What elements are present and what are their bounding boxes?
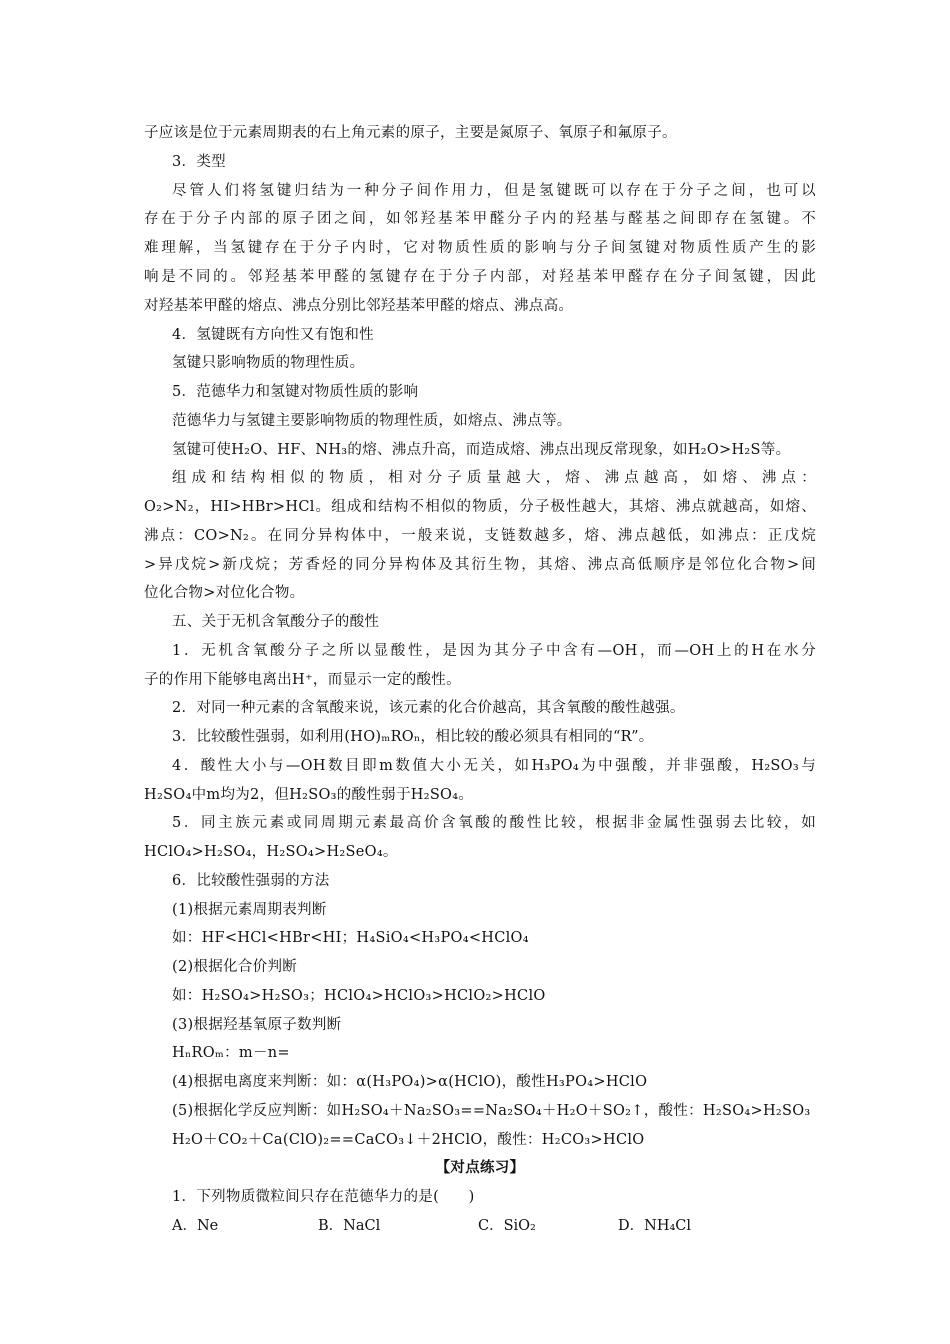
text-line: 存在于分子内部的原子团之间，如邻羟基苯甲醛分子内的羟基与醛基之间即存在氢键。不	[144, 211, 816, 227]
text-line: 如：HF<HCl<HBr<HI；H₄SiO₄<H₃PO₄<HClO₄	[172, 930, 529, 946]
text-line: 3．类型	[172, 154, 226, 170]
text-line: (5)根据化学反应判断：如H₂SO₄＋Na₂SO₃==Na₂SO₄＋H₂O＋SO₂↑，酸性：H₂SO₄>H₂SO₃	[172, 1103, 811, 1119]
question-stem: 1．下列物质微粒间只存在范德华力的是( )	[172, 1189, 475, 1205]
text-line: 如：H₂SO₄>H₂SO₃；HClO₄>HClO₃>HClO₂>HClO	[172, 988, 546, 1004]
text-line: 2．对同一种元素的含氧酸来说，该元素的化合价越高，其含氧酸的酸性越强。	[172, 700, 685, 716]
text-line: 5．范德华力和氢键对物质性质的影响	[172, 384, 419, 400]
text-line: 4．氢键既有方向性又有饱和性	[172, 327, 374, 343]
text-line: (1)根据元素周期表判断	[172, 902, 327, 918]
text-line: H₂O＋CO₂＋Ca(ClO)₂==CaCO₃↓＋2HClO，酸性：H₂CO₃>HClO	[172, 1132, 645, 1148]
exercise-heading: 【对点练习】	[435, 1159, 525, 1176]
text-line: H₂SO₄中m均为2，但H₂SO₃的酸性弱于H₂SO₄。	[144, 787, 474, 803]
text-line: HₙROₘ：m－n=	[172, 1045, 290, 1061]
text-line: 沸点：CO>N₂。在同分异构体中，一般来说，支链数越多，熔、沸点越低，如沸点：正戊烷	[144, 528, 816, 544]
text-line: 4．酸性大小与—OH数目即m数值大小无关，如H₃PO₄为中强酸，并非强酸，H₂SO₃与	[172, 758, 816, 774]
text-line: 组成和结构相似的物质，相对分子质量越大，熔、沸点越高，如熔、沸点：	[172, 470, 816, 486]
text-line: 对羟基苯甲醛的熔点、沸点分别比邻羟基苯甲醛的熔点、沸点高。	[144, 298, 574, 314]
text-line: 子应该是位于元素周期表的右上角元素的原子，主要是氮原子、氧原子和氟原子。	[144, 125, 677, 141]
text-line: 位化合物>对位化合物。	[144, 585, 305, 601]
text-line: 氢键可使H₂O、HF、NH₃的熔、沸点升高，而造成熔、沸点出现反常现象，如H₂O>H₂S等。	[172, 442, 791, 458]
text-line: (4)根据电离度来判断：如：α(H₃PO₄)>α(HClO)，酸性H₃PO₄>HClO	[172, 1074, 648, 1090]
text-line: O₂>N₂，HI>HBr>HCl。组成和结构不相似的物质，分子极性越大，其熔、沸点就越高，如熔、	[144, 499, 816, 515]
text-line: 1．无机含氧酸分子之所以显酸性，是因为其分子中含有—OH，而—OH上的H在水分	[172, 643, 816, 659]
text-line: 子的作用下能够电离出H⁺，而显示一定的酸性。	[144, 672, 461, 688]
option-a[interactable]: A．Ne	[172, 1218, 219, 1234]
text-line: 响是不同的。邻羟基苯甲醛的氢键存在于分子内部，对羟基苯甲醛存在分子间氢键，因此	[144, 269, 816, 285]
text-line: (3)根据羟基氧原子数判断	[172, 1017, 342, 1033]
text-line: 5．同主族元素或同周期元素最高价含氧酸的酸性比较，根据非金属性强弱去比较，如	[172, 815, 816, 831]
text-line: 尽管人们将氢键归结为一种分子间作用力，但是氢键既可以存在于分子之间，也可以	[172, 183, 816, 199]
section-heading: 五、关于无机含氧酸分子的酸性	[172, 614, 380, 630]
option-b[interactable]: B．NaCl	[318, 1218, 381, 1234]
text-line: HClO₄>H₂SO₄，H₂SO₄>H₂SeO₄。	[144, 844, 398, 860]
text-line: (2)根据化合价判断	[172, 959, 298, 975]
text-line: 难理解，当氢键存在于分子内时，它对物质性质的影响与分子间氢键对物质性质产生的影	[144, 240, 816, 256]
text-line: 3．比较酸性强弱，如利用(HO)ₘROₙ，相比较的酸必须具有相同的“R”。	[172, 729, 654, 745]
text-line: 氢键只影响物质的物理性质。	[172, 355, 365, 371]
option-c[interactable]: C．SiO₂	[478, 1218, 536, 1234]
text-line: 范德华力与氢键主要影响物质的物理性质，如熔点、沸点等。	[172, 413, 572, 429]
text-line: >异戊烷>新戊烷；芳香烃的同分异构体及其衍生物，其熔、沸点高低顺序是邻位化合物>间	[144, 557, 816, 573]
option-d[interactable]: D．NH₄Cl	[618, 1218, 692, 1234]
text-line: 6．比较酸性强弱的方法	[172, 873, 330, 889]
